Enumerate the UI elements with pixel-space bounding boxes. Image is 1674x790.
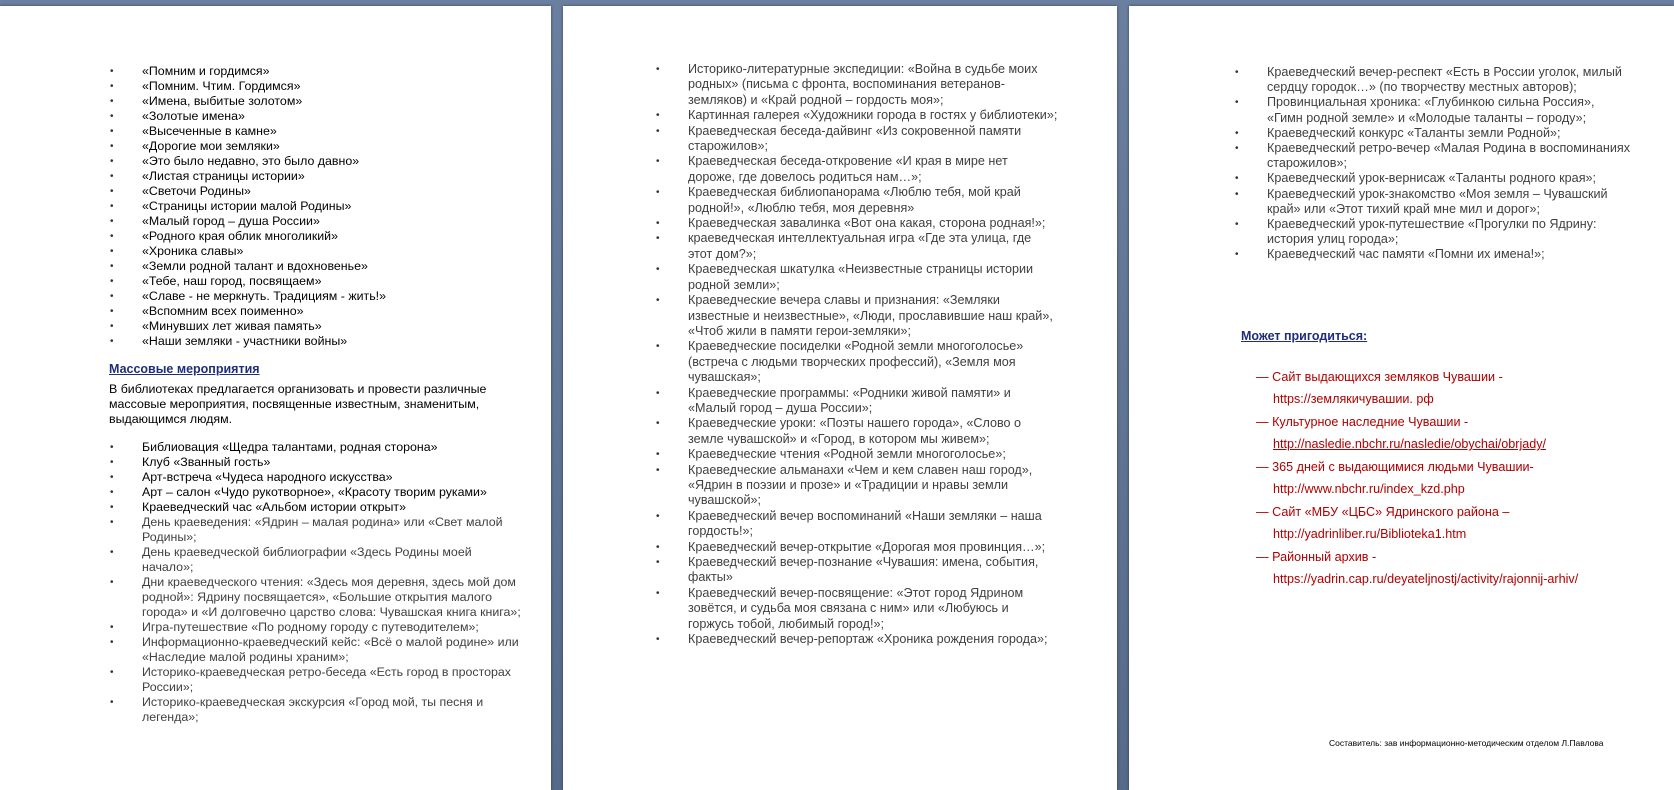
list-item: • «Это было недавно, это было давно» (142, 154, 542, 169)
list-item: • Краеведческий конкурс «Таланты земли Родной»; (1267, 126, 1632, 141)
link-url[interactable]: https://yadrin.cap.ru/deyateljnostj/activity/rajonnij-arhiv/ (1273, 572, 1579, 586)
list-item: • Арт-встреча «Чудеса народного искусства» (142, 470, 522, 485)
link-title: — Сайт выдающихся земляков Чувашии - (1256, 366, 1656, 388)
list-item: • Краеведческая беседа-дайвинг «Из сокровенной памяти старожилов»; (688, 124, 1058, 155)
list-item: • Краеведческие альманахи «Чем и кем славен наш город», «Ядрин в поэзии и прозе» и «Традиции и нравы земли чувашской»; (688, 463, 1058, 509)
list-item: • «Тебе, наш город, посвящаем» (142, 274, 542, 289)
link-item (1256, 546, 1656, 591)
list-item: • «Земли родной талант и вдохновенье» (142, 259, 542, 274)
useful-links (1256, 366, 1656, 591)
list-item: • Краеведческий вечер-респект «Есть в России уголок, милый сердцу городок…» (по творчеству местных авторов); (1267, 65, 1632, 95)
list-item: • Краеведческий ретро-вечер «Малая Родина в воспоминаниях старожилов»; (1267, 141, 1632, 171)
list-item: • «Дорогие мои земляки» (142, 139, 542, 154)
link-item (1256, 411, 1656, 456)
list-item: • Краеведческий вечер-познание «Чувашия: имена, события, факты» (688, 555, 1058, 586)
mass-events-paragraph: В библиотеках предлагается организовать и провести различные массовые мероприятия, посвященные известным, знаменитым, выдающимся людям. (109, 382, 487, 426)
link-item (1256, 366, 1656, 411)
list-item: • Краеведческий урок-путешествие «Прогулки по Ядрину: история улиц города»; (1267, 217, 1632, 247)
link-url[interactable]: http://nasledie.nbchr.ru/nasledie/obychai/obrjady/ (1273, 437, 1547, 451)
list-item: • «Вспомним всех поименно» (142, 304, 542, 319)
compiler-credit: Составитель: зав информационно-методическим отделом Л.Павлова (1329, 738, 1604, 748)
list-item: • Краеведческий урок-вернисаж «Таланты родного края»; (1267, 171, 1632, 186)
list-item: • Краеведческий час «Альбом истории открыт» (142, 500, 522, 515)
list-item: • Краеведческий вечер воспоминаний «Наши земляки – наша гордость!»; (688, 509, 1058, 540)
list-item: • Краеведческий вечер-открытие «Дорогая моя провинция…»; (688, 540, 1058, 555)
list-item: • «Страницы истории малой Родины» (142, 199, 542, 214)
events-list (142, 440, 522, 725)
list-item: • Краеведческие чтения «Родной земли многоголосье»; (688, 447, 1058, 462)
list-item: • Краеведческие программы: «Родники живой памяти» и «Малый город – душа России»; (688, 386, 1058, 417)
list-item: • «Золотые имена» (142, 109, 542, 124)
list-item: • День краеведческой библиографии «Здесь Родины моей начало»; (142, 545, 522, 575)
list-item: • Историко-краеведческая экскурсия «Город мой, ты песня и легенда»; (142, 695, 522, 725)
link-url[interactable]: http://www.nbchr.ru/index_kzd.php (1273, 482, 1465, 496)
list-item: • Клуб «Званный гость» (142, 455, 522, 470)
list-item: • «Славе - не меркнуть. Традициям - жить!» (142, 289, 542, 304)
list-item: • Историко-литературные экспедиции: «Война в судьбе моих родных» (письма с фронта, воспоминания ветеранов-земляков) и «Край родной – гордость моя»; (688, 62, 1058, 108)
page-2 (563, 6, 1117, 790)
link-item (1256, 456, 1656, 501)
list-item: • «Высеченные в камне» (142, 124, 542, 139)
link-title: — Районный архив - (1256, 546, 1656, 568)
list-item: • «Помним и гордимся» (142, 64, 542, 79)
link-item (1256, 501, 1656, 546)
list-item: • Краеведческий час памяти «Помни их имена!»; (1267, 247, 1632, 262)
link-title: — Культурное наследние Чувашии - (1256, 411, 1656, 433)
list-item: • «Минувших лет живая память» (142, 319, 542, 334)
mass-events-heading: Массовые мероприятия (109, 362, 260, 376)
list-item: • «Малый город – душа России» (142, 214, 542, 229)
list-item: • Дни краеведческого чтения: «Здесь моя деревня, здесь мой дом родной»: Ядрину посвящается», «Большие открытия малого города» и «И долговечно царство слова: Чувашская книга книга»; (142, 575, 522, 620)
list-item: • Библиовация «Щедра талантами, родная сторона» (142, 440, 522, 455)
list-item: • Краеведческая беседа-откровение «И края в мире нет дороже, где довелось родиться нам…»; (688, 154, 1058, 185)
list-item: • Краеведческие вечера славы и признания: «Земляки известные и неизвестные», «Люди, прославившие наш край», «Чтоб жили в памяти герои-земляки»; (688, 293, 1058, 339)
list-item: • «Хроника славы» (142, 244, 542, 259)
page-1 (0, 6, 551, 790)
list-item: • Арт – салон «Чудо рукотворное», «Красоту творим руками» (142, 485, 522, 500)
list-item: • Историко-краеведческая ретро-беседа «Есть город в просторах России»; (142, 665, 522, 695)
list-item: • День краеведения: «Ядрин – малая родина» или «Свет малой Родины»; (142, 515, 522, 545)
events-list-final (1267, 65, 1632, 263)
list-item: • Краеведческая библиопанорама «Люблю тебя, мой край родной!», «Люблю тебя, моя деревня» (688, 185, 1058, 216)
list-item: • Провинциальная хроника: «Глубинкою сильна Россия», «Гимн родной земле» и «Молодые таланты – городу»; (1267, 95, 1632, 125)
slogan-list (142, 64, 542, 349)
list-item: • Игра-путешествие «По родному городу с путеводителем»; (142, 620, 522, 635)
list-item: • Краеведческий вечер-посвящение: «Этот город Ядрином зовётся, и судьба моя связана с ним» или «Любуюсь и горжусь тобой, любимый город!»; (688, 586, 1058, 632)
list-item: • «Родного края облик многоликий» (142, 229, 542, 244)
link-title: — Сайт «МБУ «ЦБС» Ядринского района – (1256, 501, 1656, 523)
list-item: • Информационно-краеведческий кейс: «Всё о малой родине» или «Наследие малой родины храним»; (142, 635, 522, 665)
list-item: • «Имена, выбитые золотом» (142, 94, 542, 109)
list-item: • Краеведческий урок-знакомство «Моя земля – Чувашский край» или «Этот тихий край мне мил и дорог»; (1267, 187, 1632, 217)
list-item: • Краеведческая завалинка «Вот она какая, сторона родная!»; (688, 216, 1058, 231)
list-item: • «Помним. Чтим. Гордимся» (142, 79, 542, 94)
page-3 (1129, 6, 1674, 790)
link-url[interactable]: https://землякичувашии. рф (1273, 392, 1434, 406)
useful-links-heading: Может пригодиться: (1241, 329, 1368, 343)
list-item: • «Листая страницы истории» (142, 169, 542, 184)
list-item: • Краеведческие посиделки «Родной земли многоголосье» (встреча с людьми творческих профессий), «Земля моя чувашская»; (688, 339, 1058, 385)
list-item: • краеведческая интеллектуальная игра «Где эта улица, где этот дом?»; (688, 231, 1058, 262)
link-title: — 365 дней с выдающимися людьми Чувашии- (1256, 456, 1656, 478)
events-list-continued (688, 62, 1058, 647)
list-item: • «Наши земляки - участники войны» (142, 334, 542, 349)
list-item: • Картинная галерея «Художники города в гостях у библиотеки»; (688, 108, 1058, 123)
list-item: • Краеведческий вечер-репортаж «Хроника рождения города»; (688, 632, 1058, 647)
list-item: • Краеведческие уроки: «Поэты нашего города», «Слово о земле чувашской» и «Город, в котором мы живем»; (688, 416, 1058, 447)
list-item: • «Светочи Родины» (142, 184, 542, 199)
list-item: • Краеведческая шкатулка «Неизвестные страницы истории родной земли»; (688, 262, 1058, 293)
link-url[interactable]: http://yadrinliber.ru/Biblioteka1.htm (1273, 527, 1467, 541)
